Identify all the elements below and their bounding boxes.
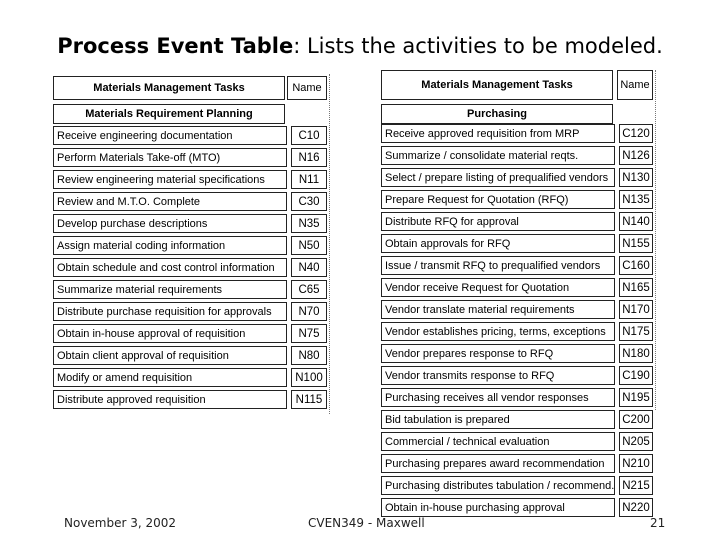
task-cell: Receive engineering documentation [53,126,287,145]
table-row [53,302,327,321]
task-cell: Perform Materials Take-off (MTO) [53,148,287,167]
code-cell: N205 [619,432,653,451]
code-cell: N70 [291,302,327,321]
code-cell: C30 [291,192,327,211]
table-row [381,300,653,319]
code-cell: N140 [619,212,653,231]
page-title [0,34,720,58]
table-row [381,322,653,341]
task-cell: Develop purchase descriptions [53,214,287,233]
table-row [53,192,327,211]
table-row [381,212,653,231]
table-row [381,410,653,429]
table-row [53,170,327,189]
table-row [381,234,653,253]
code-cell: C160 [619,256,653,275]
task-cell: Bid tabulation is prepared [381,410,615,429]
table-header [53,76,329,100]
code-cell: C200 [619,410,653,429]
table-row [53,324,327,343]
table-header [381,70,655,100]
table-row [381,190,653,209]
table-row [381,454,653,473]
table-row [53,214,327,233]
code-cell: N75 [291,324,327,343]
code-cell: N155 [619,234,653,253]
task-cell: Distribute purchase requisition for approvals [53,302,287,321]
table-row [53,236,327,255]
footer-date: November 3, 2002 [64,516,177,530]
code-cell: N126 [619,146,653,165]
table-row [381,366,653,385]
title-rest: : Lists the activities to be modeled. [293,34,663,58]
table-row [381,278,653,297]
code-cell: N220 [619,498,653,517]
code-cell: N16 [291,148,327,167]
task-cell: Vendor receive Request for Quotation [381,278,615,297]
table-row [53,148,327,167]
code-cell: C120 [619,124,653,143]
code-cell: N80 [291,346,327,365]
task-cell: Obtain approvals for RFQ [381,234,615,253]
table-row [381,498,653,517]
code-cell: N100 [291,368,327,387]
header-name: Name [617,70,653,100]
task-cell: Purchasing receives all vendor responses [381,388,615,407]
table-row [53,126,327,145]
table-row [381,476,653,495]
code-cell: N180 [619,344,653,363]
code-cell: N130 [619,168,653,187]
task-cell: Review engineering material specifications [53,170,287,189]
task-cell: Issue / transmit RFQ to prequalified vendors [381,256,615,275]
table-row [381,124,653,143]
section-title: Materials Requirement Planning [53,104,285,124]
task-cell: Vendor establishes pricing, terms, exceptions [381,322,615,341]
task-cell: Vendor prepares response to RFQ [381,344,615,363]
code-cell: C190 [619,366,653,385]
code-cell: N170 [619,300,653,319]
task-cell: Modify or amend requisition [53,368,287,387]
task-cell: Review and M.T.O. Complete [53,192,287,211]
code-cell: N215 [619,476,653,495]
divider [329,74,330,414]
task-cell: Summarize / consolidate material reqts. [381,146,615,165]
table-row [53,258,327,277]
divider [655,70,656,410]
task-cell: Receive approved requisition from MRP [381,124,615,143]
task-cell: Summarize material requirements [53,280,287,299]
table-row [381,388,653,407]
task-cell: Select / prepare listing of prequalified vendors [381,168,615,187]
purchasing-table [381,70,655,522]
task-cell: Purchasing distributes tabulation / recommend. [381,476,615,495]
code-cell: N195 [619,388,653,407]
title-bold: Process Event Table [57,34,294,58]
section-title: Purchasing [381,104,613,124]
code-cell: N165 [619,278,653,297]
table-row [53,368,327,387]
header-task: Materials Management Tasks [381,70,613,100]
task-cell: Vendor translate material requirements [381,300,615,319]
task-cell: Assign material coding information [53,236,287,255]
table-row [53,390,327,409]
table-row [53,346,327,365]
task-cell: Obtain schedule and cost control information [53,258,287,277]
task-cell: Distribute approved requisition [53,390,287,409]
table-row [53,280,327,299]
task-cell: Purchasing prepares award recommendation [381,454,615,473]
code-cell: N50 [291,236,327,255]
table-row [381,256,653,275]
task-cell: Vendor transmits response to RFQ [381,366,615,385]
table-row [381,344,653,363]
code-cell: N175 [619,322,653,341]
code-cell: N11 [291,170,327,189]
code-cell: C10 [291,126,327,145]
table-row [381,432,653,451]
table-row [381,168,653,187]
task-cell: Distribute RFQ for approval [381,212,615,231]
code-cell: N210 [619,454,653,473]
task-cell: Obtain in-house purchasing approval [381,498,615,517]
code-cell: N40 [291,258,327,277]
task-cell: Prepare Request for Quotation (RFQ) [381,190,615,209]
code-cell: N135 [619,190,653,209]
code-cell: N35 [291,214,327,233]
footer-course: CVEN349 - Maxwell [308,516,425,530]
code-cell: N115 [291,390,327,409]
task-cell: Obtain in-house approval of requisition [53,324,287,343]
header-name: Name [287,76,327,100]
mrp-table [53,74,329,414]
header-task: Materials Management Tasks [53,76,285,100]
table-row [381,146,653,165]
footer-page: 21 [650,516,666,530]
code-cell: C65 [291,280,327,299]
task-cell: Obtain client approval of requisition [53,346,287,365]
task-cell: Commercial / technical evaluation [381,432,615,451]
